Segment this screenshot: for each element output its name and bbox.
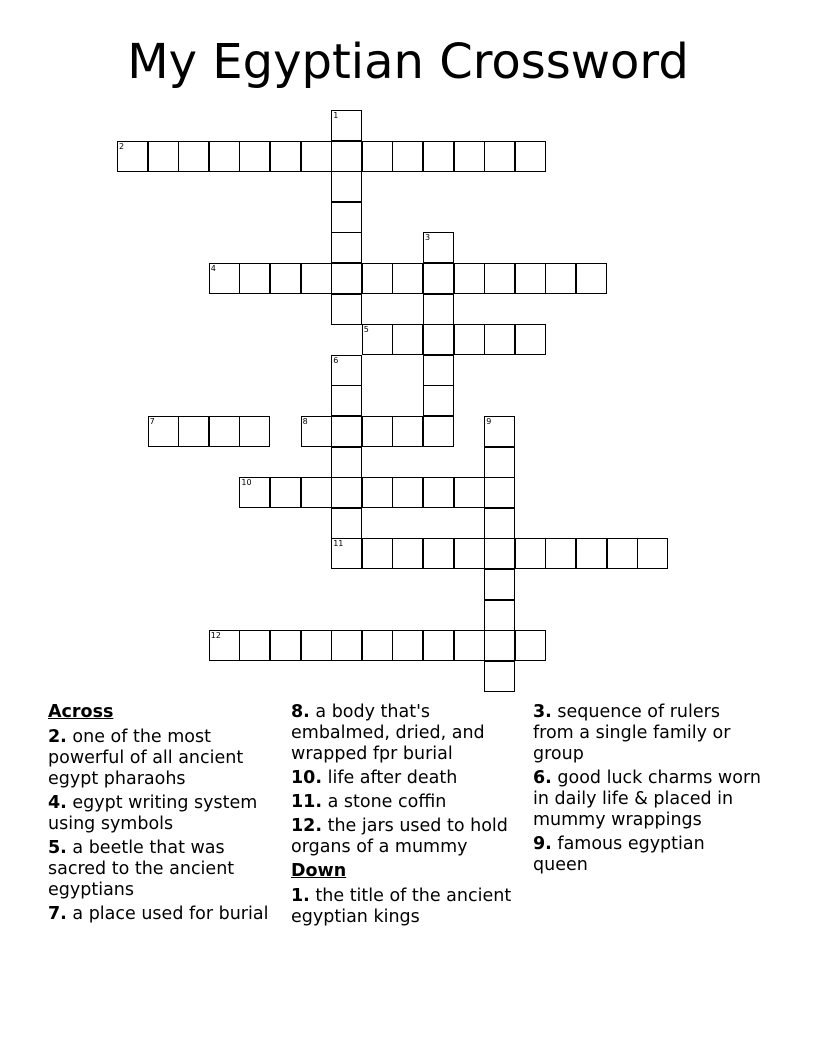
crossword-cell[interactable] (301, 141, 332, 172)
clue-number: 5. (48, 838, 67, 858)
clue-number: 9. (533, 834, 552, 854)
clue-text: a beetle that was sacred to the ancient egyptians (48, 838, 235, 900)
cell-number: 7 (149, 417, 155, 426)
crossword-cell[interactable] (331, 447, 362, 478)
crossword-cell[interactable] (515, 263, 546, 294)
cell-number: 5 (363, 325, 369, 335)
cell-number: 1 (333, 111, 339, 120)
clue-text: the jars used to hold organs of a mummy (291, 816, 508, 857)
clue-text: a place used for burial (72, 904, 269, 924)
clue-across-2 (48, 727, 278, 790)
clue-number: 8. (291, 702, 310, 722)
crossword-cell[interactable] (331, 294, 362, 325)
crossword-cell[interactable] (423, 630, 454, 661)
crossword-cell[interactable] (331, 141, 362, 172)
clues-column-3 (533, 702, 763, 879)
cell-number: 10 (241, 478, 252, 488)
cell-number: 4 (210, 264, 216, 273)
crossword-cell[interactable] (331, 232, 362, 263)
crossword-cell[interactable] (331, 538, 362, 569)
clue-number: 3. (533, 702, 552, 722)
clue-down-9 (533, 834, 763, 876)
clue-number: 7. (48, 904, 67, 924)
crossword-cell[interactable] (301, 630, 332, 661)
crossword-cell[interactable] (423, 385, 454, 416)
crossword-cell[interactable] (392, 477, 423, 508)
crossword-cell[interactable] (270, 477, 301, 508)
crossword-cell[interactable] (423, 232, 454, 263)
clue-text: good luck charms worn in daily life & placed in mummy wrappings (533, 768, 761, 830)
crossword-cell[interactable] (209, 141, 240, 172)
across-heading: Across (48, 702, 114, 722)
crossword-cell[interactable] (484, 508, 515, 539)
crossword-cell[interactable] (484, 141, 515, 172)
clue-down-3 (533, 702, 763, 765)
crossword-cell[interactable] (331, 630, 362, 661)
clue-number: 6. (533, 768, 552, 788)
crossword-cell[interactable] (209, 416, 240, 447)
crossword-cell[interactable] (362, 416, 393, 447)
crossword-cell[interactable] (484, 324, 515, 355)
clue-text: a stone coffin (327, 792, 447, 812)
clue-number: 1. (291, 886, 310, 906)
cell-number: 11 (333, 539, 344, 549)
crossword-cell[interactable] (484, 600, 515, 631)
crossword-cell[interactable] (484, 477, 515, 508)
page-title: My Egyptian Crossword (127, 34, 689, 90)
crossword-cell[interactable] (423, 263, 454, 294)
crossword-cell[interactable] (484, 538, 515, 569)
crossword-cell[interactable] (637, 538, 668, 569)
clue-across-8 (291, 702, 531, 765)
crossword-cell[interactable] (301, 416, 332, 447)
crossword-cell[interactable] (239, 141, 270, 172)
crossword-cell[interactable] (331, 416, 362, 447)
crossword-cell[interactable] (392, 324, 423, 355)
clue-across-4 (48, 793, 278, 835)
crossword-cell[interactable] (454, 263, 485, 294)
crossword-cell[interactable] (362, 263, 393, 294)
crossword-cell[interactable] (423, 324, 454, 355)
clue-down-6 (533, 768, 763, 831)
crossword-cell[interactable] (239, 263, 270, 294)
clue-text: one of the most powerful of all ancient egypt pharaohs (48, 727, 244, 789)
crossword-cell[interactable] (423, 294, 454, 325)
crossword-cell[interactable] (423, 416, 454, 447)
crossword-cell[interactable] (270, 630, 301, 661)
clue-text: egypt writing system using symbols (48, 793, 258, 834)
crossword-cell[interactable] (423, 355, 454, 386)
clue-text: famous egyptian queen (533, 834, 705, 875)
clue-number: 4. (48, 793, 67, 813)
crossword-cell[interactable] (362, 630, 393, 661)
crossword-cell[interactable] (392, 416, 423, 447)
crossword-cell[interactable] (239, 416, 270, 447)
crossword-cell[interactable] (484, 569, 515, 600)
crossword-cell[interactable] (454, 630, 485, 661)
crossword-cell[interactable] (239, 477, 270, 508)
crossword-cell[interactable] (362, 477, 393, 508)
clue-text: life after death (327, 768, 458, 788)
crossword-cell[interactable] (392, 538, 423, 569)
crossword-cell[interactable] (331, 508, 362, 539)
clues-column-1 (48, 702, 278, 928)
crossword-cell[interactable] (331, 202, 362, 233)
down-heading: Down (291, 861, 347, 881)
crossword-cell[interactable] (331, 110, 362, 141)
crossword-cell[interactable] (484, 263, 515, 294)
clue-number: 2. (48, 727, 67, 747)
crossword-cell[interactable] (209, 263, 240, 294)
clue-number: 11. (291, 792, 323, 812)
crossword-cell[interactable] (148, 416, 179, 447)
clue-text: a body that's embalmed, dried, and wrapped fpr burial (291, 702, 485, 764)
crossword-cell[interactable] (515, 630, 546, 661)
cell-number: 3 (425, 233, 431, 243)
crossword-cell[interactable] (484, 661, 515, 692)
crossword-cell[interactable] (484, 447, 515, 478)
crossword-cell[interactable] (484, 630, 515, 661)
crossword-cell[interactable] (576, 538, 607, 569)
clue-across-11 (291, 792, 531, 813)
crossword-cell[interactable] (239, 630, 270, 661)
crossword-cell[interactable] (515, 538, 546, 569)
crossword-cell[interactable] (423, 538, 454, 569)
clue-text: the title of the ancient egyptian kings (291, 886, 512, 927)
crossword-cell[interactable] (331, 477, 362, 508)
crossword-cell[interactable] (423, 477, 454, 508)
crossword-cell[interactable] (392, 263, 423, 294)
crossword-cell[interactable] (331, 385, 362, 416)
clues-column-2 (291, 702, 531, 931)
clue-number: 12. (291, 816, 323, 836)
crossword-cell[interactable] (454, 538, 485, 569)
clue-number: 10. (291, 768, 323, 788)
crossword-cell[interactable] (362, 538, 393, 569)
crossword-cell[interactable] (576, 263, 607, 294)
crossword-cell[interactable] (178, 141, 209, 172)
clue-across-12 (291, 816, 531, 858)
crossword-cell[interactable] (484, 416, 515, 447)
crossword-cell[interactable] (362, 141, 393, 172)
crossword-cell[interactable] (515, 141, 546, 172)
crossword-cell[interactable] (454, 324, 485, 355)
clue-down-1 (291, 886, 531, 928)
crossword-cell[interactable] (301, 477, 332, 508)
clue-across-7 (48, 904, 278, 925)
cell-number: 8 (302, 417, 308, 426)
cell-number: 2 (119, 141, 125, 151)
crossword-cell[interactable] (178, 416, 209, 447)
clue-across-10 (291, 768, 531, 789)
cell-number: 6 (333, 355, 339, 365)
crossword-cell[interactable] (331, 263, 362, 294)
clue-across-5 (48, 838, 278, 901)
crossword-cell[interactable] (331, 355, 362, 386)
crossword-cell[interactable] (454, 477, 485, 508)
crossword-cell[interactable] (331, 171, 362, 202)
crossword-cell[interactable] (148, 141, 179, 172)
cell-number: 9 (486, 417, 492, 426)
crossword-cell[interactable] (392, 141, 423, 172)
crossword-cell[interactable] (423, 141, 454, 172)
crossword-cell[interactable] (515, 324, 546, 355)
crossword-cell[interactable] (270, 263, 301, 294)
crossword-cell[interactable] (117, 141, 148, 172)
cell-number: 12 (210, 631, 221, 641)
crossword-cell[interactable] (392, 630, 423, 661)
crossword-cell[interactable] (362, 324, 393, 355)
crossword-cell[interactable] (454, 141, 485, 172)
clue-text: sequence of rulers from a single family or group (533, 702, 731, 764)
crossword-cell[interactable] (545, 263, 576, 294)
crossword-cell[interactable] (301, 263, 332, 294)
crossword-cell[interactable] (209, 630, 240, 661)
crossword-cell[interactable] (270, 141, 301, 172)
crossword-cell[interactable] (607, 538, 638, 569)
crossword-cell[interactable] (545, 538, 576, 569)
